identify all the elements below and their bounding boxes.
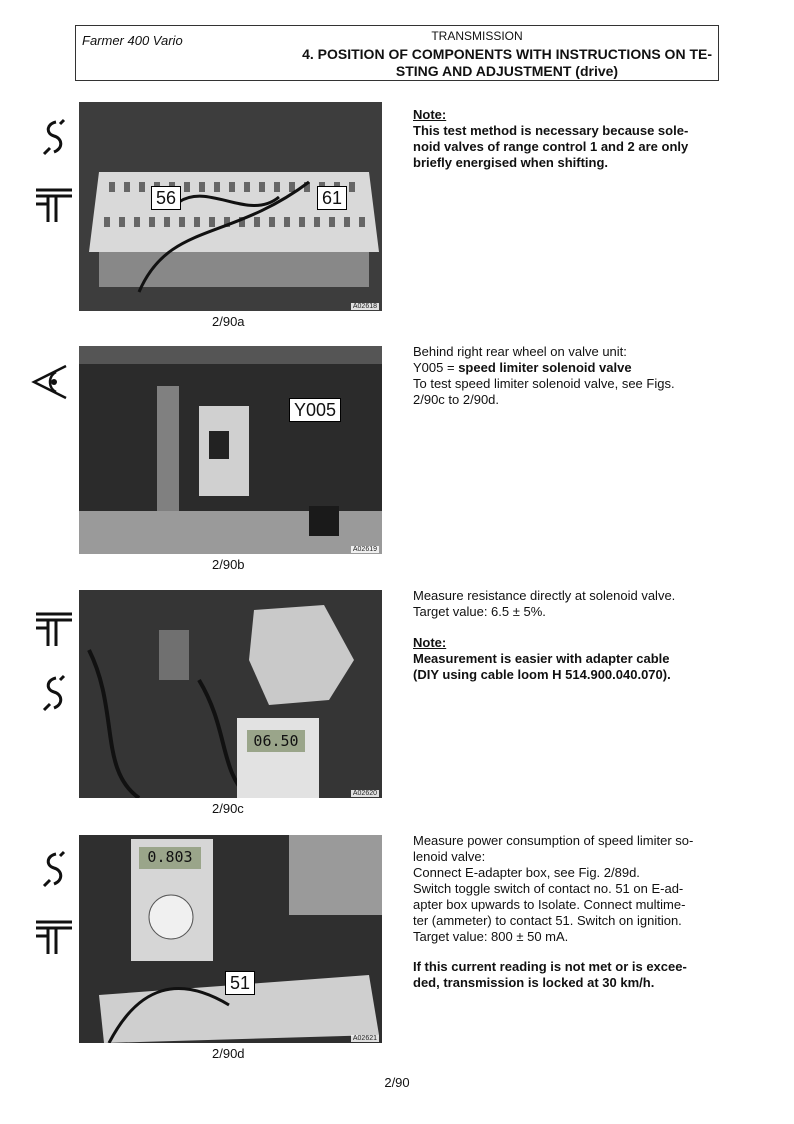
note-line: Measurement is easier with adapter cable bbox=[413, 651, 670, 666]
figure-photo-d bbox=[79, 835, 382, 1043]
page-header bbox=[75, 25, 719, 81]
text-line: Y005 = speed limiter solenoid valve bbox=[413, 360, 632, 375]
text-line: Switch toggle switch of contact no. 51 on E-ad- bbox=[413, 881, 684, 896]
text-line: Connect E-adapter box, see Fig. 2/89d. bbox=[413, 865, 640, 880]
image-code: A02618 bbox=[352, 303, 377, 310]
meter-display: 06.50 bbox=[253, 732, 299, 750]
text-block-b bbox=[413, 344, 723, 408]
note-line: briefly energised when shifting. bbox=[413, 155, 609, 170]
text-line: 2/90c to 2/90d. bbox=[413, 392, 500, 407]
tools-icon bbox=[38, 850, 74, 890]
text-line: Measure power consumption of speed limiter so- bbox=[413, 833, 694, 848]
text-line: Target value: 800 ± 50 mA. bbox=[413, 929, 569, 944]
page-title: 4. POSITION OF COMPONENTS WITH INSTRUCTIONS ON TE- STING AND ADJUSTMENT (drive) bbox=[302, 46, 712, 79]
measure-icon bbox=[34, 916, 74, 956]
text-block-c bbox=[413, 588, 723, 683]
figure-caption-b: 2/90b bbox=[212, 557, 245, 572]
label-51: 51 bbox=[225, 971, 255, 995]
tools-icon bbox=[38, 674, 74, 714]
image-code: A02621 bbox=[352, 1035, 377, 1042]
text-line: lenoid valve: bbox=[413, 849, 486, 864]
text-line: Target value: 6.5 ± 5%. bbox=[413, 604, 546, 619]
text-block-d bbox=[413, 833, 723, 991]
warning-line: ded, transmission is locked at 30 km/h. bbox=[413, 975, 655, 990]
measure-icon bbox=[34, 184, 74, 224]
image-code: A02620 bbox=[352, 790, 377, 797]
figure-photo-a bbox=[79, 102, 382, 311]
note-line: This test method is necessary because sole- bbox=[413, 123, 689, 138]
figure-caption-a: 2/90a bbox=[212, 314, 245, 329]
text-line: Behind right rear wheel on valve unit: bbox=[413, 344, 627, 359]
warning-line: If this current reading is not met or is excee- bbox=[413, 959, 687, 974]
label-61: 61 bbox=[317, 186, 347, 210]
figure-photo-c bbox=[79, 590, 382, 798]
text-line: apter box upwards to Isolate. Connect multime- bbox=[413, 897, 686, 912]
label-y005: Y005 bbox=[289, 398, 341, 422]
section-name: TRANSMISSION bbox=[431, 29, 523, 43]
note-heading: Note: bbox=[413, 107, 447, 122]
figure-caption-d: 2/90d bbox=[212, 1046, 245, 1061]
label-56: 56 bbox=[151, 186, 181, 210]
figure-photo-b bbox=[79, 346, 382, 554]
note-line: (DIY using cable loom H 514.900.040.070). bbox=[413, 667, 671, 682]
meter-display: 0.803 bbox=[147, 848, 193, 866]
eye-icon bbox=[30, 362, 70, 402]
page-number: 2/90 bbox=[384, 1075, 410, 1090]
text-line: Measure resistance directly at solenoid valve. bbox=[413, 588, 676, 603]
measure-icon bbox=[34, 608, 74, 648]
tools-icon bbox=[38, 118, 74, 158]
text-line: ter (ammeter) to contact 51. Switch on ignition. bbox=[413, 913, 682, 928]
note-heading: Note: bbox=[413, 635, 447, 650]
text-line: To test speed limiter solenoid valve, see Figs. bbox=[413, 376, 675, 391]
figure-caption-c: 2/90c bbox=[212, 801, 244, 816]
note-block-a bbox=[413, 107, 723, 171]
model-name: Farmer 400 Vario bbox=[82, 33, 183, 48]
note-line: noid valves of range control 1 and 2 are only bbox=[413, 139, 689, 154]
image-code: A02619 bbox=[352, 546, 377, 553]
